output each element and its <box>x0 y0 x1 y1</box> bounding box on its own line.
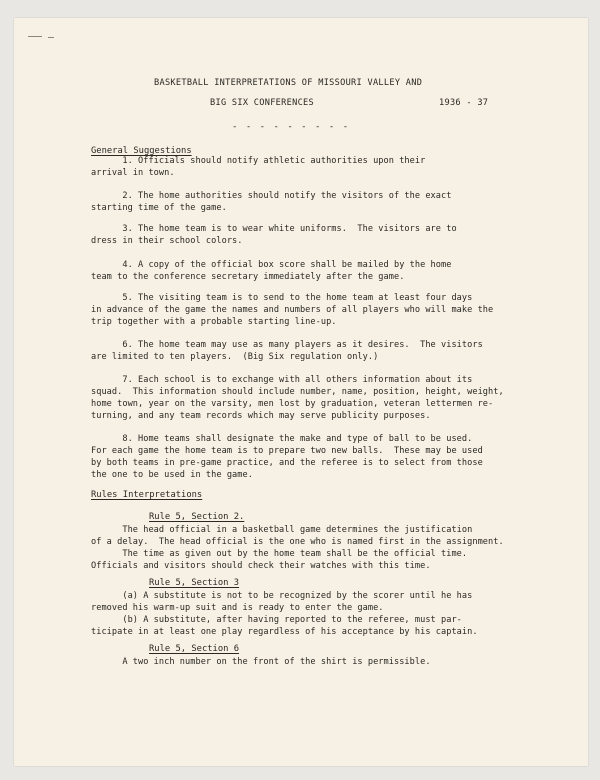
text-line: 1. Officials should notify athletic authorities upon their <box>91 156 426 166</box>
text-line: (a) A substitute is not to be recognized by the scorer until he has <box>91 591 473 601</box>
text-line: removed his warm-up suit and is ready to enter the game. <box>91 603 384 613</box>
rule-heading: Rule 5, Section 6 <box>149 644 240 654</box>
document-page <box>14 18 588 766</box>
text-line: 4. A copy of the official box score shall be mailed by the home <box>91 260 452 270</box>
suggestion-3 <box>91 223 561 247</box>
text-line: 2. The home authorities should notify the visitors of the exact <box>91 191 452 201</box>
text-line: ticipate in at least one play regardless of his acceptance by his captain. <box>91 627 478 637</box>
text-line: The time as given out by the home team shall be the official time. <box>91 549 468 559</box>
text-line: in advance of the game the names and numbers of all players who will make the <box>91 305 494 315</box>
text-line: For each game the home team is to prepare two new balls. These may be used <box>91 446 483 456</box>
text-line: The head official in a basketball game determines the justification <box>91 525 473 535</box>
suggestion-1 <box>91 155 561 179</box>
rule-heading: Rule 5, Section 3 <box>149 578 240 588</box>
suggestion-8 <box>91 433 561 481</box>
rule-5-section-2-text <box>91 524 561 572</box>
text-line: starting time of the game. <box>91 203 227 213</box>
text-line: 5. The visiting team is to send to the home team at least four days <box>91 293 473 303</box>
document-subtitle: BIG SIX CONFERENCES <box>210 98 315 108</box>
text-line: of a delay. The head official is the one who is named first in the assignment. <box>91 537 504 547</box>
suggestion-6 <box>91 339 561 363</box>
text-line: (b) A substitute, after having reported to the referee, must par- <box>91 615 462 625</box>
divider: - - - - - - - - - <box>232 122 350 132</box>
text-line: turning, and any team records which may serve publicity purposes. <box>91 411 431 421</box>
text-line: by both teams in pre-game practice, and the referee is to select from those <box>91 458 483 468</box>
text-line: 3. The home team is to wear white uniforms. The visitors are to <box>91 224 457 234</box>
text-line: are limited to ten players. (Big Six regulation only.) <box>91 352 379 362</box>
text-line: 6. The home team may use as many players as it desires. The visitors <box>91 340 483 350</box>
rule-heading: Rule 5, Section 2. <box>149 512 245 522</box>
text-line: Officials and visitors should check their watches with this time. <box>91 561 431 571</box>
season-year: 1936 - 37 <box>439 98 489 108</box>
text-line: A two inch number on the front of the shirt is permissible. <box>91 657 431 667</box>
text-line: squad. This information should include number, name, position, height, weight, <box>91 387 504 397</box>
text-line: team to the conference secretary immediately after the game. <box>91 272 405 282</box>
suggestion-4 <box>91 259 561 283</box>
rule-5-section-6-text <box>91 656 561 668</box>
text-line: 8. Home teams shall designate the make and type of ball to be used. <box>91 434 473 444</box>
text-line: home town, year on the varsity, men lost by graduation, veteran lettermen re- <box>91 399 494 409</box>
rules-interpretations-heading: Rules Interpretations <box>91 490 203 500</box>
suggestion-5 <box>91 292 561 328</box>
general-suggestions-heading: General Suggestions <box>91 146 192 156</box>
text-line: arrival in town. <box>91 168 175 178</box>
rule-5-section-3-text <box>91 590 561 638</box>
suggestion-7 <box>91 374 561 422</box>
text-line: dress in their school colors. <box>91 236 243 246</box>
suggestion-2 <box>91 190 561 214</box>
document-title: BASKETBALL INTERPRETATIONS OF MISSOURI VALLEY AND <box>154 78 423 88</box>
text-line: the one to be used in the game. <box>91 470 253 480</box>
pencil-mark <box>48 37 54 38</box>
text-line: 7. Each school is to exchange with all others information about its <box>91 375 473 385</box>
text-line: trip together with a probable starting line-up. <box>91 317 337 327</box>
pencil-mark <box>28 36 42 37</box>
